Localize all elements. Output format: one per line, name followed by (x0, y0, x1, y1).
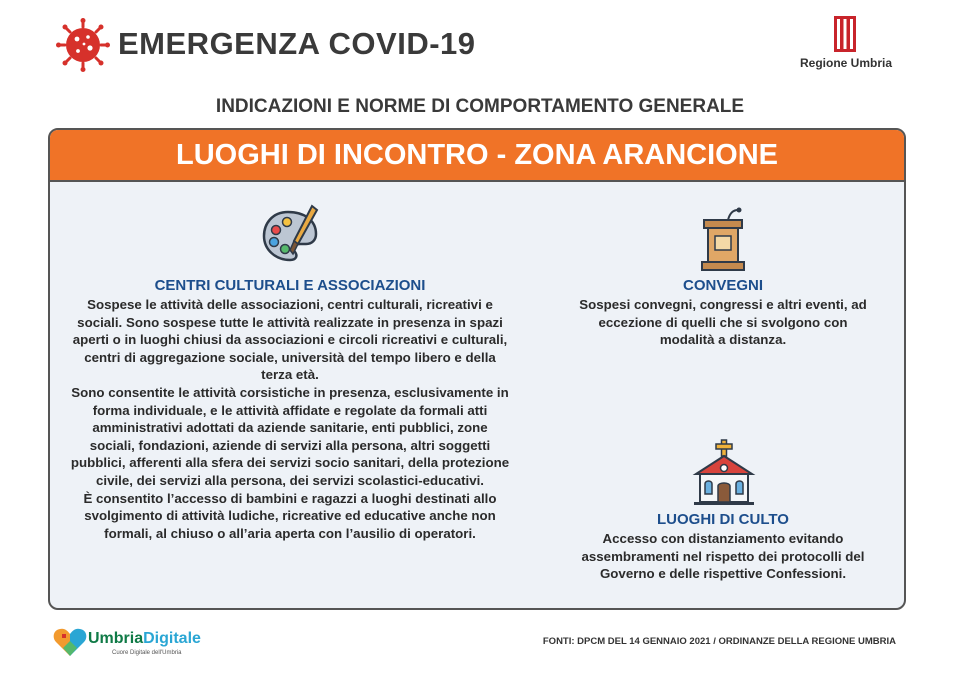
brand-part-1: Umbria (88, 630, 144, 647)
worship-text: Accesso con distanziamento evitando assembramenti nel rispetto dei protocolli del Governo e delle rispettive Confessioni. (581, 531, 865, 582)
page-subtitle: INDICAZIONI E NORME DI COMPORTAMENTO GENERALE (215, 96, 745, 117)
umbria-digitale-heart-icon (52, 626, 88, 658)
umbria-digitale-brand (88, 630, 201, 648)
cultural-centers-heading: CENTRI CULTURALI E ASSOCIAZIONI (154, 277, 426, 294)
region-name: Regione Umbria (799, 56, 892, 70)
cultural-paragraph: È consentito l’accesso di bambini e ragazzi a luoghi destinati allo svolgimento di attività ludiche, ricreative ed educative anche non formali, al chiuso o all’aria aperta con l’ausilio di operatori. (83, 490, 497, 541)
cultural-paragraph: Sono consentite le attività corsistiche in presenza, esclusivamente in forma individuale, e le attività affidate e regolate da formali atti amministrativi adottati da aziende sanitarie, enti pubblici, zone sociali, fondazioni, aziende di servizi alla persona, altri soggetti pubblici, afferenti alla sfera dei servizi socio sanitari, della protezione civile, dei servizi alla persona, dei servizi scolastici-educativi. (70, 384, 510, 488)
cultural-centers-text (70, 296, 510, 542)
region-umbria-logo (834, 16, 856, 52)
brand-tagline: Cuore Digitale dell'Umbria (112, 650, 182, 656)
cultural-paragraph: Sospese le attività delle associazioni, centri culturali, ricreativi e sociali. Sono sospese tutte le attività realizzate in presenza in spazi aperti o in luoghi chiusi da associazioni e circoli ricreativi e culturali, centri di aggregazione sociale, università del tempo libero e della terza età. (72, 297, 508, 383)
sources-note: FONTI: DPCM DEL 14 GENNAIO 2021 / ORDINANZE DELLA REGIONE UMBRIA (542, 636, 896, 647)
page-title: EMERGENZA COVID-19 (118, 26, 476, 61)
content-panel (48, 128, 906, 610)
worship-heading: LUOGHI DI CULTO (657, 511, 789, 528)
conferences-text: Sospesi convegni, congressi e altri eventi, ad eccezione di quelli che si svolgono con modalità a distanza. (579, 297, 867, 348)
zone-banner: LUOGHI DI INCONTRO - ZONA ARANCIONE (50, 130, 904, 182)
conferences-heading: CONVEGNI (682, 277, 763, 294)
virus-icon (56, 18, 110, 72)
brand-part-2: Digitale (143, 630, 201, 647)
church-icon (690, 438, 758, 506)
podium-icon (698, 206, 748, 272)
palette-icon (260, 204, 320, 268)
